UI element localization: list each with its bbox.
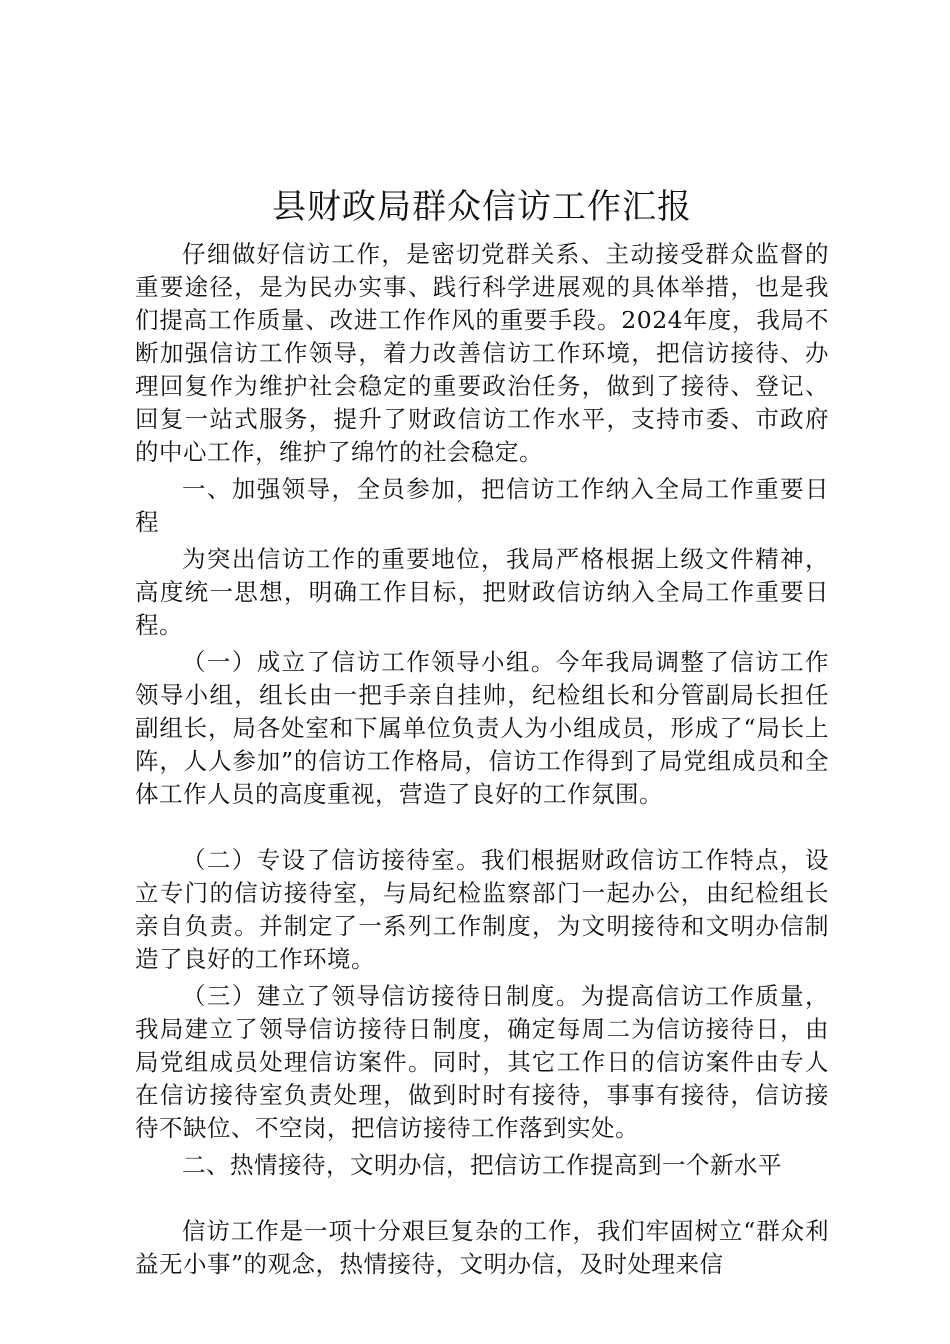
document-title: 县财政局群众信访工作汇报	[272, 187, 692, 227]
subsection-2-paragraph: （二）专设了信访接待室。我们根据财政信访工作特点，设立专门的信访接待室，与局纪检监察部门一起办公，由纪检组长亲自负责。并制定了一系列工作制度，为文明接待和文明办信制造了良好的工作环境。	[135, 846, 829, 973]
section-1-paragraph: 为突出信访工作的重要地位，我局严格根据上级文件精神，高度统一思想，明确工作目标，把财政信访纳入全局工作重要日程。	[135, 545, 829, 639]
document-page	[135, 180, 829, 1281]
intro-paragraph: 仔细做好信访工作，是密切党群关系、主动接受群众监督的重要途径，是为民办实事、践行科学进展观的具体举措，也是我们提高工作质量、改进工作作风的重要手段。2024年度，我局不断加强信访工作领导，着力改善信访工作环境，把信访接待、办理回复作为维护社会稳定的重要政治任务，做到了接待、登记、回复一站式服务，提升了财政信访工作水平，支持市委、市政府的中心工作，维护了绵竹的社会稳定。	[135, 240, 829, 466]
section-heading-1: 一、加强领导，全员参加，把信访工作纳入全局工作重要日程	[135, 475, 829, 536]
section-2-paragraph: 信访工作是一项十分艰巨复杂的工作，我们牢固树立“群众利益无小事”的观念，热情接待，文明办信，及时处理来信	[135, 1217, 829, 1278]
subsection-1-paragraph: （一）成立了信访工作领导小组。今年我局调整了信访工作领导小组，组长由一把手亲自挂帅，纪检组长和分管副局长担任副组长，局各处室和下属单位负责人为小组成员，形成了“局长上阵，人人参加”的信访工作格局，信访工作得到了局党组成员和全体工作人员的高度重视，营造了良好的工作氛围。	[135, 648, 829, 808]
subsection-3-paragraph: （三）建立了领导信访接待日制度。为提高信访工作质量，我局建立了领导信访接待日制度，确定每周二为信访接待日，由局党组成员处理信访案件。同时，其它工作日的信访案件由专人在信访接待室负责处理，做到时时有接待，事事有接待，信访接待不缺位、不空岗，把信访接待工作落到实处。	[135, 982, 829, 1142]
section-heading-2: 二、热情接待，文明办信，把信访工作提高到一个新水平	[182, 1151, 782, 1179]
